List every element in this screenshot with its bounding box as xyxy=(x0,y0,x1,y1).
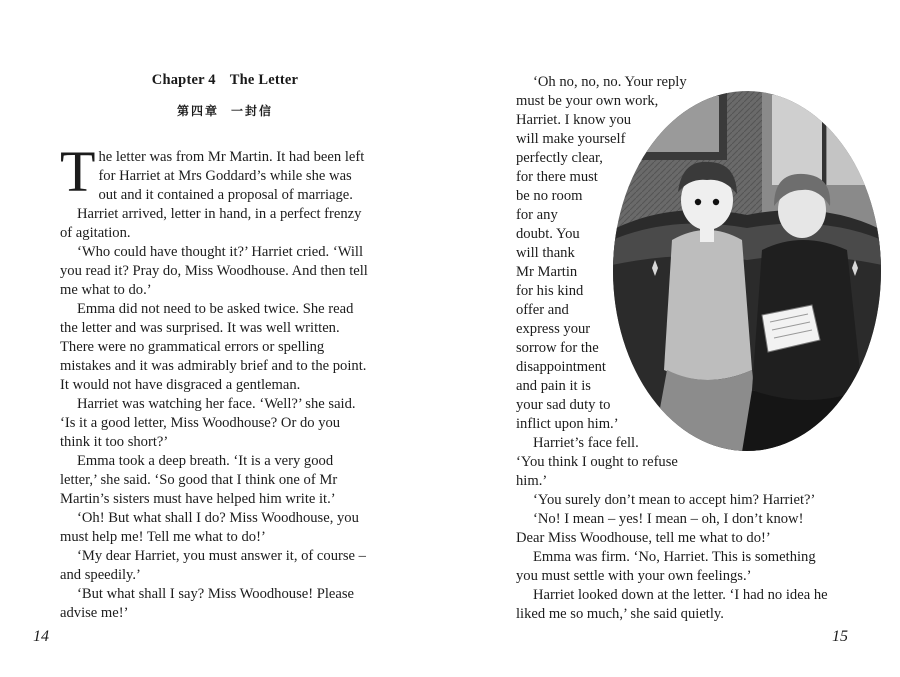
text-line: him.’ xyxy=(516,473,548,489)
text-line: your sad duty to xyxy=(516,397,611,413)
chapter-heading-chinese xyxy=(60,102,390,119)
text-line: will thank xyxy=(516,245,575,261)
chapter-title: The Letter xyxy=(229,72,299,88)
text-line: be no room xyxy=(516,188,583,204)
paragraph-text: he letter was from Mr Martin. It had been left for Harriet at Mrs Goddard’s while she was out and it contained a proposal of marriage. xyxy=(98,149,365,203)
chapter-heading xyxy=(60,72,390,89)
page-number-right: 15 xyxy=(832,628,848,645)
text-line: doubt. You xyxy=(516,226,580,242)
text-line: perfectly clear, xyxy=(516,150,603,166)
paragraph xyxy=(60,139,372,205)
paragraph: ‘But what shall I say? Miss Woodhouse! Please advise me!’ xyxy=(60,586,355,621)
paragraph: ‘No! I mean – yes! I mean – oh, I don’t know! Dear Miss Woodhouse, tell me what to do!’ xyxy=(516,511,804,546)
text-line: ‘Oh no, no, no. Your reply xyxy=(533,74,687,90)
right-page-body xyxy=(516,73,834,624)
text-line: must be your own work, xyxy=(516,93,659,109)
chapter-title-chinese: 一封信 xyxy=(231,104,274,118)
text-line: for there must xyxy=(516,169,598,185)
paragraph: Emma took a deep breath. ‘It is a very good letter,’ she said. ‘So good that I think one of Mr Martin’s sisters must have helped him write it.’ xyxy=(60,453,338,507)
text-wrapped-around-illustration xyxy=(516,73,834,491)
chapter-number: Chapter 4 xyxy=(151,72,216,88)
text-line: and pain it is xyxy=(516,378,591,394)
chapter-number-chinese: 第四章 xyxy=(176,104,219,118)
paragraph: Emma did not need to be asked twice. She read the letter and was surprised. It was well written. There were no grammatical errors or spelling mistakes and it was admirably brief and to the point. It would not have disgraced a gentleman. xyxy=(60,301,367,393)
paragraph: Harriet looked down at the letter. ‘I had no idea he liked me so much,’ she said quietly. xyxy=(516,587,828,622)
drop-cap: T xyxy=(60,139,96,204)
text-line: Harriet’s face fell. xyxy=(533,435,639,451)
paragraph: Harriet arrived, letter in hand, in a perfect frenzy of agitation. xyxy=(60,206,362,241)
page-number-left: 14 xyxy=(33,628,49,645)
text-line: Harriet. I know you xyxy=(516,112,632,128)
text-line: offer and xyxy=(516,302,569,318)
text-line: Mr Martin xyxy=(516,264,578,280)
text-line: sorrow for the xyxy=(516,340,599,356)
paragraph: Emma was firm. ‘No, Harriet. This is something you must settle with your own feelings.’ xyxy=(516,549,816,584)
paragraph: ‘My dear Harriet, you must answer it, of course – and speedily.’ xyxy=(60,548,366,583)
paragraph: ‘You surely don’t mean to accept him? Harriet?’ xyxy=(533,492,816,508)
paragraph: ‘Oh! But what shall I do? Miss Woodhouse, you must help me! Tell me what to do!’ xyxy=(60,510,359,545)
text-line: inflict upon him.’ xyxy=(516,416,619,432)
text-line: express your xyxy=(516,321,591,337)
text-line: for his kind xyxy=(516,283,584,299)
paragraph: Harriet was watching her face. ‘Well?’ she said. ‘Is it a good letter, Miss Woodhouse? Or do you think it too short?’ xyxy=(60,396,356,450)
paragraph: ‘Who could have thought it?’ Harriet cried. ‘Will you read it? Pray do, Miss Woodhouse. And then tell me what to do.’ xyxy=(60,244,368,298)
left-page-body xyxy=(60,139,372,623)
text-line: ‘You think I ought to refuse xyxy=(516,454,678,470)
text-line: disappointment xyxy=(516,359,606,375)
text-line: for any xyxy=(516,207,558,223)
text-line: will make yourself xyxy=(516,131,626,147)
